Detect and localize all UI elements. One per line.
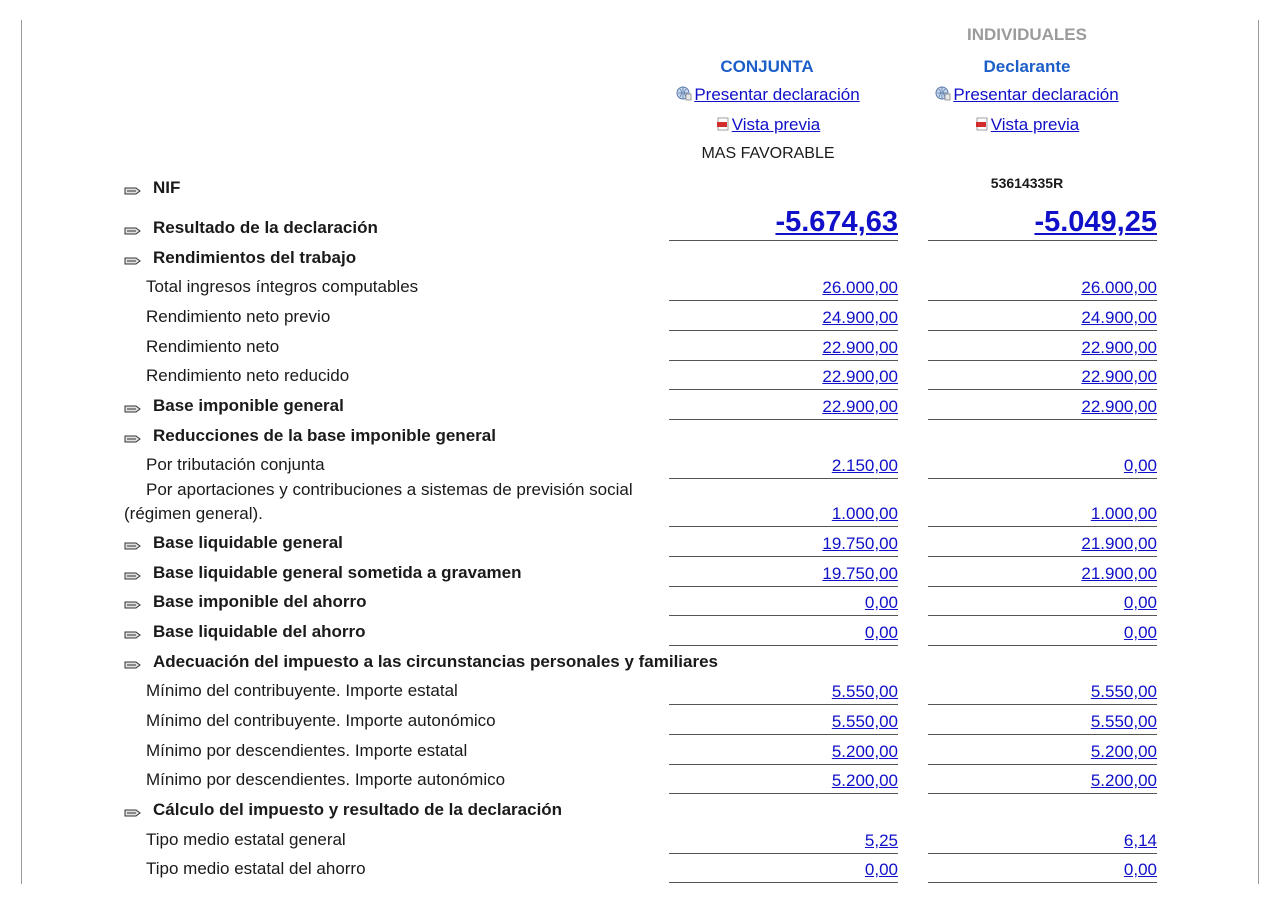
section-label: Reducciones de la base imponible general	[153, 426, 496, 445]
presentar-declaracion-conjunta-link[interactable]: Presentar declaración	[694, 85, 860, 104]
resultado-declarante-value	[928, 206, 1157, 241]
conjunta-value-link[interactable]: 26.000,00	[822, 278, 898, 297]
globe-icon	[676, 85, 692, 106]
row-label: Tipo medio estatal del ahorro	[146, 859, 366, 878]
declarante-value-link[interactable]: 22.900,00	[1081, 367, 1157, 386]
declarante-value	[928, 562, 1157, 587]
section-toggle-icon[interactable]	[124, 432, 142, 444]
section-toggle-icon[interactable]	[124, 224, 142, 236]
section-label: Rendimientos del trabajo	[153, 248, 357, 267]
conjunta-value	[669, 858, 898, 883]
conjunta-value	[669, 532, 898, 557]
declarante-value-link[interactable]: 0,00	[1123, 456, 1157, 475]
conjunta-value-link[interactable]: 19.750,00	[822, 534, 898, 553]
mas-favorable-label: MAS FAVORABLE	[701, 145, 835, 162]
declarante-value	[928, 829, 1157, 854]
conjunta-value-link[interactable]: 5,25	[864, 831, 898, 850]
conjunta-value-link[interactable]: 5.550,00	[831, 712, 898, 731]
conjunta-value	[669, 710, 898, 735]
conjunta-value	[669, 336, 898, 361]
section-toggle-icon[interactable]	[124, 806, 142, 818]
conjunta-value	[669, 680, 898, 705]
declarante-value-link[interactable]: 1.000,00	[1090, 504, 1157, 523]
conjunta-value-link[interactable]: 22.900,00	[822, 397, 898, 416]
row-label: Mínimo por descendientes. Importe estatal	[146, 741, 468, 760]
row-label: Por tributación conjunta	[146, 455, 325, 474]
declarante-value-link[interactable]: 21.900,00	[1081, 534, 1157, 553]
individuales-header: INDIVIDUALES	[967, 25, 1087, 44]
conjunta-value	[669, 306, 898, 331]
declarante-value-link[interactable]: 5.200,00	[1090, 771, 1157, 790]
row-label: Rendimiento neto previo	[146, 307, 331, 326]
resultado-declarante-link[interactable]: -5.049,25	[1034, 206, 1157, 238]
row-label-line1: Por aportaciones y contribuciones a sistemas de previsión social	[146, 480, 633, 499]
section-toggle-icon[interactable]	[124, 254, 142, 266]
row-label-line2: (régimen general).	[124, 504, 263, 523]
declarante-value-link[interactable]: 6,14	[1123, 831, 1157, 850]
conjunta-value-link[interactable]: 22.900,00	[822, 367, 898, 386]
declarante-value	[928, 740, 1157, 765]
declarante-value-link[interactable]: 22.900,00	[1081, 338, 1157, 357]
page-border-left	[21, 20, 22, 884]
nif-value: 53614335R	[990, 175, 1064, 191]
conjunta-value-link[interactable]: 22.900,00	[822, 338, 898, 357]
resultado-conjunta-value	[669, 206, 898, 241]
section-toggle-icon[interactable]	[124, 402, 142, 414]
row-label: Mínimo del contribuyente. Importe autonómico	[146, 711, 496, 730]
conjunta-value-link[interactable]: 5.200,00	[831, 771, 898, 790]
declarante-value	[928, 502, 1157, 527]
conjunta-value	[669, 769, 898, 794]
conjunta-value-link[interactable]: 2.150,00	[831, 456, 898, 475]
declarante-value-link[interactable]: 0,00	[1123, 860, 1157, 879]
declarante-value	[928, 306, 1157, 331]
row-label: Base liquidable del ahorro	[153, 622, 366, 641]
section-toggle-icon[interactable]	[124, 539, 142, 551]
declarante-value	[928, 454, 1157, 479]
declarante-value-link[interactable]: 22.900,00	[1081, 397, 1157, 416]
presentar-declaracion-declarante-link[interactable]: Presentar declaración	[953, 85, 1119, 104]
vista-conjunta-row	[653, 115, 883, 136]
row-label: Base imponible del ahorro	[153, 592, 367, 611]
vista-previa-conjunta-link[interactable]: Vista previa	[731, 115, 821, 134]
conjunta-value	[669, 621, 898, 646]
row-label: Rendimiento neto reducido	[146, 366, 350, 385]
conjunta-value	[669, 276, 898, 301]
globe-icon	[935, 85, 951, 106]
declarante-value-link[interactable]: 5.200,00	[1090, 742, 1157, 761]
conjunta-value	[669, 591, 898, 616]
vista-declarante-row	[912, 115, 1142, 136]
declarante-value	[928, 336, 1157, 361]
declarante-value-link[interactable]: 21.900,00	[1081, 564, 1157, 583]
presentar-conjunta-row	[653, 85, 883, 106]
row-label: Base liquidable general	[153, 533, 343, 552]
conjunta-value	[669, 395, 898, 420]
declarante-value	[928, 710, 1157, 735]
row-label: Tipo medio estatal general	[146, 830, 346, 849]
pdf-icon	[716, 116, 730, 136]
conjunta-value	[669, 562, 898, 587]
row-label: Base imponible general	[153, 396, 344, 415]
section-toggle-icon[interactable]	[124, 598, 142, 610]
resultado-label: Resultado de la declaración	[153, 218, 378, 237]
declarante-value	[928, 276, 1157, 301]
declarante-value-link[interactable]: 5.550,00	[1090, 712, 1157, 731]
section-label: Cálculo del impuesto y resultado de la declaración	[153, 800, 563, 819]
row-label: Mínimo del contribuyente. Importe estatal	[146, 681, 458, 700]
conjunta-value-link[interactable]: 1.000,00	[831, 504, 898, 523]
resultado-conjunta-link[interactable]: -5.674,63	[775, 206, 898, 238]
conjunta-value-link[interactable]: 5.550,00	[831, 682, 898, 701]
conjunta-value-link[interactable]: 5.200,00	[831, 742, 898, 761]
declarante-value	[928, 395, 1157, 420]
declarante-value-link[interactable]: 0,00	[1123, 623, 1157, 642]
nif-label: NIF	[153, 178, 181, 197]
row-label: Total ingresos íntegros computables	[146, 277, 419, 296]
conjunta-value-link[interactable]: 0,00	[864, 593, 898, 612]
declarante-value	[928, 365, 1157, 390]
section-label: Adecuación del impuesto a las circunstancias personales y familiares	[153, 652, 719, 671]
section-toggle-icon[interactable]	[124, 184, 142, 196]
declarante-value-link[interactable]: 24.900,00	[1081, 308, 1157, 327]
section-toggle-icon[interactable]	[124, 569, 142, 581]
declarante-value	[928, 769, 1157, 794]
pdf-icon	[975, 116, 989, 136]
declarante-header: Declarante	[983, 57, 1071, 76]
row-label: Mínimo por descendientes. Importe autonómico	[146, 770, 506, 789]
conjunta-value	[669, 740, 898, 765]
page-border-right	[1258, 20, 1259, 884]
conjunta-value-link[interactable]: 0,00	[864, 623, 898, 642]
declarante-value	[928, 680, 1157, 705]
row-label: Rendimiento neto	[146, 337, 280, 356]
conjunta-value	[669, 829, 898, 854]
declarante-value-link[interactable]: 5.550,00	[1090, 682, 1157, 701]
section-toggle-icon[interactable]	[124, 628, 142, 640]
conjunta-value	[669, 454, 898, 479]
conjunta-value-link[interactable]: 0,00	[864, 860, 898, 879]
section-toggle-icon[interactable]	[124, 658, 142, 670]
presentar-declarante-row	[912, 85, 1142, 106]
conjunta-value	[669, 365, 898, 390]
conjunta-value-link[interactable]: 24.900,00	[822, 308, 898, 327]
declarante-value	[928, 621, 1157, 646]
declarante-value	[928, 532, 1157, 557]
conjunta-value	[669, 502, 898, 527]
declarante-value	[928, 591, 1157, 616]
declarante-value-link[interactable]: 0,00	[1123, 593, 1157, 612]
declarante-value	[928, 858, 1157, 883]
vista-previa-declarante-link[interactable]: Vista previa	[990, 115, 1080, 134]
row-label: Base liquidable general sometida a gravamen	[153, 563, 522, 582]
conjunta-value-link[interactable]: 19.750,00	[822, 564, 898, 583]
declarante-value-link[interactable]: 26.000,00	[1081, 278, 1157, 297]
conjunta-header: CONJUNTA	[720, 57, 814, 76]
